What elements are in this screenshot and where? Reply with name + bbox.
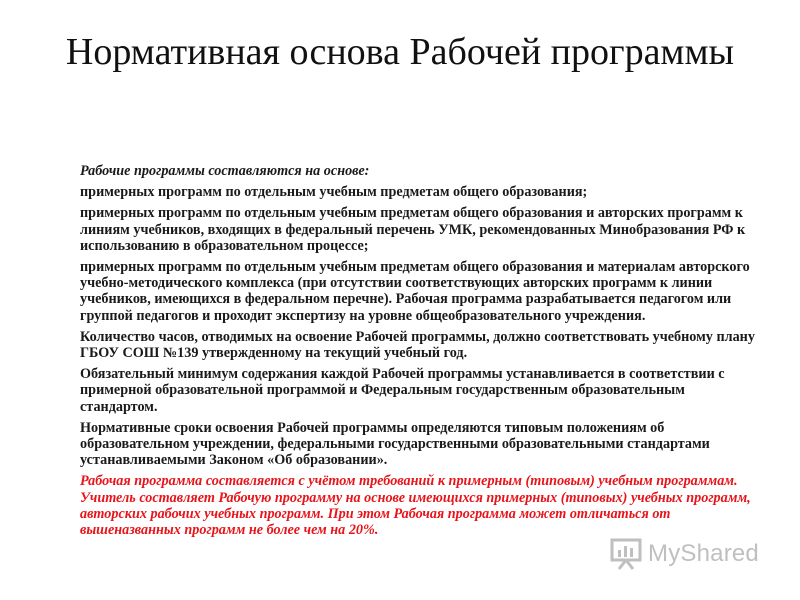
myshared-watermark (609, 536, 759, 572)
presentation-board-icon (609, 537, 643, 571)
watermark-text: MyShared (648, 540, 759, 567)
intro-line: Рабочие программы составляются на основе: (80, 163, 370, 179)
paragraph-6: Нормативные сроки освоения Рабочей программы определяются типовым положениям об образовательном учреждении, федеральными государственными образовательными стандартами устанавливаемыми Законом «Об образовании». (80, 419, 710, 469)
paragraph-2: примерных программ по отдельным учебным предметам общего образования и авторских программ к линиям учебников, входящих в федеральный перечень УМК, рекомендованных Минобразования РФ к использованию в образовательном процессе; (80, 205, 746, 254)
paragraph-4: Количество часов, отводимых на освоение Рабочей программы, должно соответствовать учебному плану ГБОУ СОШ №139 утвержденному на текущий учебный год. (80, 328, 755, 362)
slide-title: Нормативная основа Рабочей программы (65, 31, 735, 73)
paragraph-3: примерных программ по отдельным учебным предметам общего образования и материалам авторского учебно-методического комплекса (при отсутствии соответствующих авторских программ к линии учебников, имеющихся в федеральном перечне). Рабочая программа разрабатывается педагогом или группой педагогов и проходит экспертизу на уровне общеобразовательного учреждения. (80, 259, 750, 324)
paragraph-1: примерных программ по отдельным учебным предметам общего образования; (80, 184, 588, 201)
paragraph-5: Обязательный минимум содержания каждой Рабочей программы устанавливается в соответствии с примерной образовательной программой и Федеральным государственным образовательным стандартом. (80, 366, 725, 415)
red-note: Рабочая программа составляется с учётом требований к примерным (типовым) учебным программам. Учитель составляет Рабочую программу на основе имеющихся примерных (типовых) учебных программ, авторских рабочих учебных программ. При этом Рабочая программа может отличаться от вышеназванных программ не более чем на 20%. (80, 473, 751, 539)
slide-body (80, 163, 765, 543)
